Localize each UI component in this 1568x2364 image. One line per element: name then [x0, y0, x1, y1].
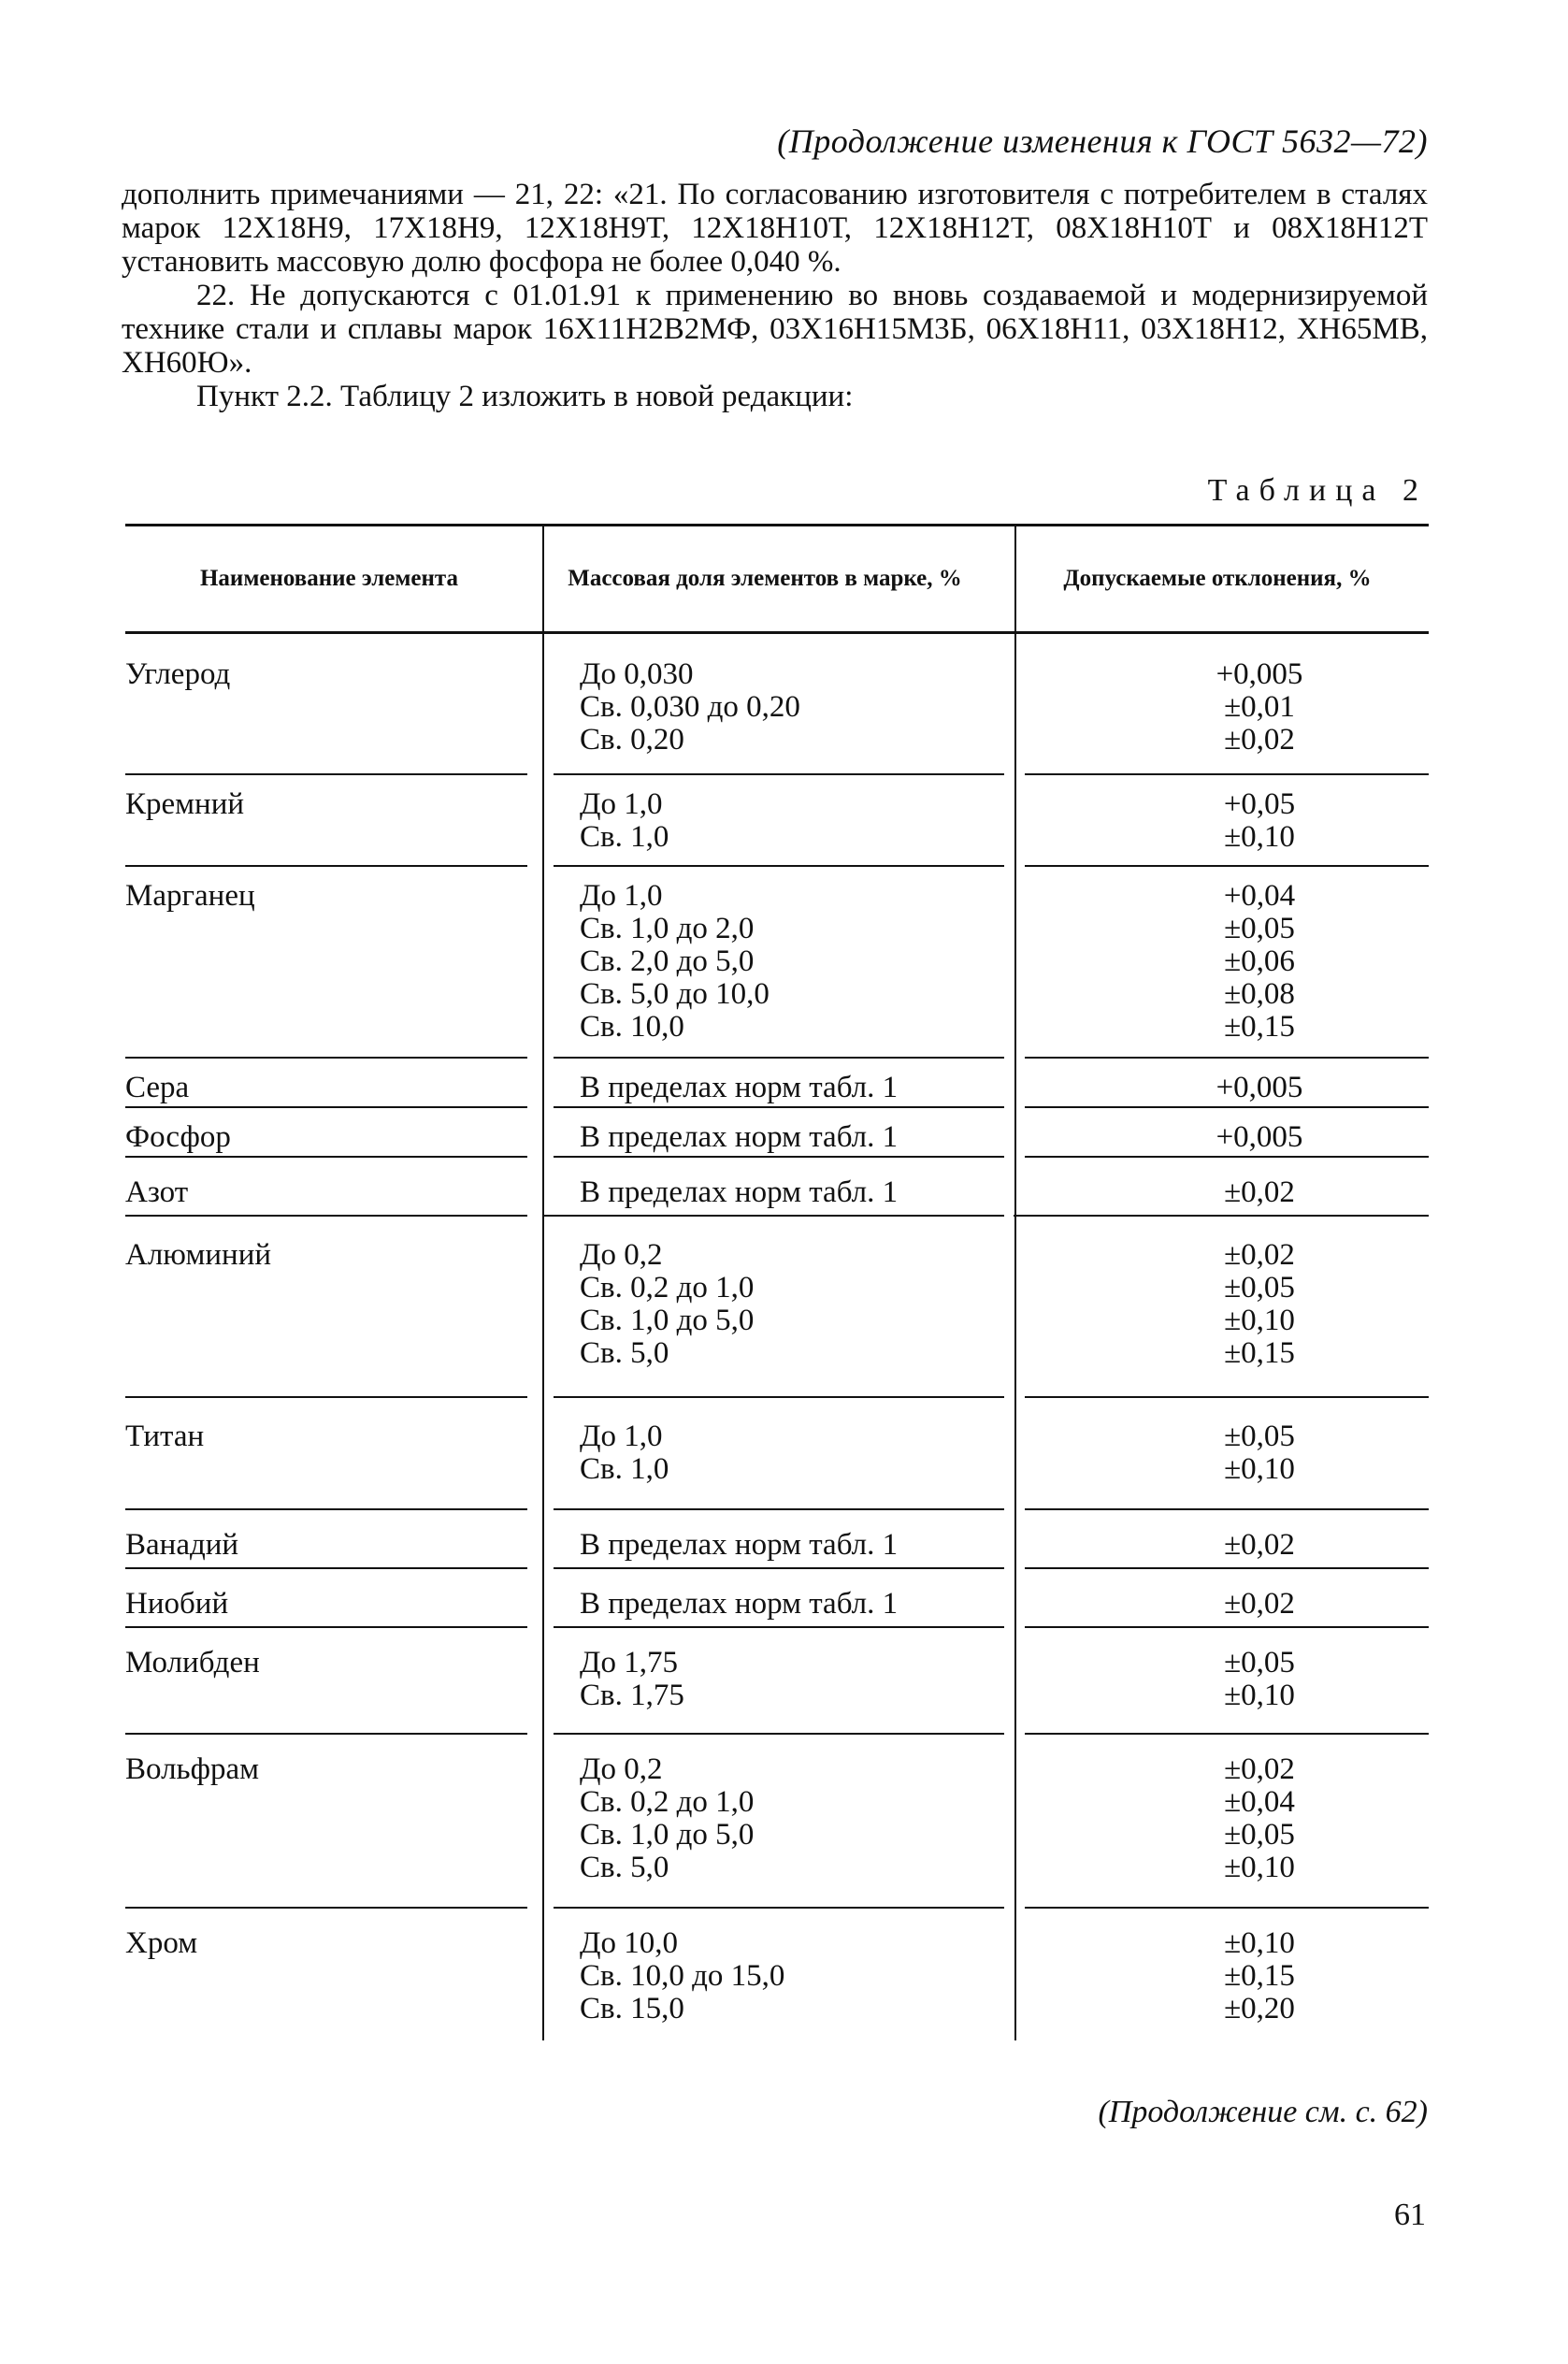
deviation-value: ±0,10 — [1224, 1926, 1295, 1960]
table-row — [125, 1158, 1429, 1217]
table-header — [125, 524, 1429, 634]
table-label: Таблица 2 — [1207, 473, 1428, 508]
mass-fraction-value: Св. 0,2 до 1,0 — [580, 1785, 755, 1819]
deviation-value: ±0,20 — [1224, 1992, 1295, 2025]
deviation-value: ±0,05 — [1224, 1646, 1295, 1679]
mass-fraction-value: В пределах норм табл. 1 — [580, 1120, 899, 1154]
deviation-value: ±0,05 — [1224, 1420, 1295, 1453]
mass-fraction-value: Св. 0,20 — [580, 723, 684, 757]
element-name: Хром — [125, 1926, 198, 1960]
mass-fraction-value: Св. 15,0 — [580, 1992, 684, 2025]
deviation-value: ±0,10 — [1224, 1304, 1295, 1337]
element-name-cell — [125, 1239, 533, 1370]
element-name: Ванадий — [125, 1528, 239, 1562]
mass-fraction-cell — [533, 1753, 1006, 1884]
mass-fraction-value: Св. 1,0 — [580, 820, 669, 854]
mass-fraction-value: До 1,0 — [580, 1420, 663, 1453]
table-row — [125, 867, 1429, 1059]
paragraph-notes: дополнить примечаниями — 21, 22: «21. По согласованию изготовителя с потребителем в сталях марок 12Х18Н9, 17Х18Н9, 12Х18Н9Т, 12Х18Н10Т, 12Х18Н12Т, 08Х18Н10Т и 08Х18Н12Т установить массовую долю фосфора не более 0,040 %. — [122, 178, 1428, 279]
mass-fraction-value: До 1,0 — [580, 787, 663, 821]
header-deviation: Допускаемые отклонения, % — [1063, 566, 1372, 591]
mass-fraction-cell — [533, 1072, 1006, 1104]
element-name-cell — [125, 1753, 533, 1884]
element-name-cell — [125, 1647, 533, 1712]
table-row — [125, 1628, 1429, 1735]
deviation-cell — [1006, 1753, 1429, 1884]
element-name-cell — [125, 658, 533, 757]
element-name: Титан — [125, 1420, 205, 1453]
element-name: Азот — [125, 1175, 189, 1209]
element-name-cell — [125, 880, 533, 1044]
deviation-value: ±0,06 — [1224, 944, 1295, 978]
mass-fraction-value: В пределах норм табл. 1 — [580, 1071, 899, 1104]
header-mass-fraction: Массовая доля элементов в марке, % — [568, 566, 962, 591]
mass-fraction-value: Св. 1,0 до 5,0 — [580, 1818, 755, 1852]
deviation-value: ±0,02 — [1224, 1752, 1295, 1786]
mass-fraction-cell — [533, 1420, 1006, 1486]
intro-text — [122, 178, 1428, 413]
continuation-note: (Продолжение см. с. 62) — [1098, 2095, 1428, 2129]
element-name: Алюминий — [125, 1238, 272, 1272]
element-name-cell — [125, 788, 533, 854]
mass-fraction-value: Св. 5,0 — [580, 1336, 669, 1370]
element-name-cell — [125, 1176, 533, 1209]
element-name: Кремний — [125, 787, 245, 821]
mass-fraction-value: До 0,2 — [580, 1752, 663, 1786]
mass-fraction-cell — [533, 1927, 1006, 2025]
deviation-value: ±0,02 — [1224, 723, 1295, 757]
mass-fraction-cell — [533, 1239, 1006, 1370]
element-name-cell — [125, 1529, 533, 1562]
element-name-cell — [125, 1420, 533, 1486]
composition-table — [125, 524, 1429, 2040]
element-name-cell — [125, 1588, 533, 1621]
paragraph-clause: Пункт 2.2. Таблицу 2 изложить в новой редакции: — [196, 380, 854, 413]
element-name-cell — [125, 1072, 533, 1104]
mass-fraction-value: В пределах норм табл. 1 — [580, 1175, 899, 1209]
mass-fraction-value: Св. 1,75 — [580, 1679, 684, 1712]
mass-fraction-value: До 1,75 — [580, 1646, 679, 1679]
deviation-value: +0,005 — [1216, 1071, 1303, 1104]
deviation-value: +0,005 — [1216, 657, 1303, 691]
deviation-cell — [1006, 788, 1429, 854]
table-row — [125, 1108, 1429, 1158]
deviation-value: +0,04 — [1223, 879, 1296, 913]
mass-fraction-cell — [533, 1121, 1006, 1154]
deviation-value: ±0,15 — [1224, 1010, 1295, 1044]
mass-fraction-cell — [533, 788, 1006, 854]
table-row — [125, 1735, 1429, 1909]
table-row — [125, 1398, 1429, 1510]
deviation-value: ±0,04 — [1224, 1785, 1295, 1819]
mass-fraction-value: Св. 5,0 — [580, 1851, 669, 1884]
deviation-cell — [1006, 1927, 1429, 2025]
table-row — [125, 634, 1429, 775]
mass-fraction-value: Св. 10,0 — [580, 1010, 684, 1044]
deviation-value: ±0,05 — [1224, 912, 1295, 945]
element-name-cell — [125, 1927, 533, 2025]
deviation-cell — [1006, 1121, 1429, 1154]
mass-fraction-value: Св. 1,0 — [580, 1452, 669, 1486]
deviation-value: ±0,02 — [1224, 1175, 1295, 1209]
mass-fraction-value: В пределах норм табл. 1 — [580, 1528, 899, 1562]
deviation-value: ±0,10 — [1224, 1452, 1295, 1486]
mass-fraction-value: Св. 0,030 до 0,20 — [580, 690, 800, 724]
mass-fraction-cell — [533, 1647, 1006, 1712]
mass-fraction-cell — [533, 880, 1006, 1044]
deviation-cell — [1006, 658, 1429, 757]
table-row — [125, 775, 1429, 867]
mass-fraction-value: Св. 0,2 до 1,0 — [580, 1271, 755, 1305]
element-name: Молибден — [125, 1646, 260, 1679]
deviation-value: ±0,15 — [1224, 1336, 1295, 1370]
table-row — [125, 1569, 1429, 1628]
deviation-value: ±0,15 — [1224, 1959, 1295, 1993]
mass-fraction-cell — [533, 658, 1006, 757]
paragraph-prohibition: 22. Не допускаются с 01.01.91 к применению во вновь создаваемой и модернизируемой технике стали и сплавы марок 16Х11Н2В2МФ, 03Х16Н15М3Б, 06Х18Н11, 03Х18Н12, ХН65МВ, ХН60Ю». — [122, 279, 1428, 380]
table-row — [125, 1510, 1429, 1569]
table-row — [125, 1217, 1429, 1398]
deviation-cell — [1006, 1647, 1429, 1712]
deviation-value: ±0,05 — [1224, 1818, 1295, 1852]
element-name-cell — [125, 1121, 533, 1154]
element-name: Углерод — [125, 657, 231, 691]
header-element-name: Наименование элемента — [199, 566, 458, 591]
mass-fraction-value: Св. 1,0 до 5,0 — [580, 1304, 755, 1337]
deviation-value: ±0,10 — [1224, 820, 1295, 854]
mass-fraction-value: Св. 5,0 до 10,0 — [580, 977, 770, 1011]
deviation-value: ±0,02 — [1224, 1528, 1295, 1562]
deviation-cell — [1006, 1588, 1429, 1621]
element-name: Ниобий — [125, 1587, 229, 1621]
deviation-value: ±0,05 — [1224, 1271, 1295, 1305]
deviation-cell — [1006, 1239, 1429, 1370]
deviation-value: +0,005 — [1216, 1120, 1303, 1154]
deviation-value: ±0,10 — [1224, 1679, 1295, 1712]
deviation-cell — [1006, 1176, 1429, 1209]
deviation-cell — [1006, 1072, 1429, 1104]
mass-fraction-cell — [533, 1588, 1006, 1621]
mass-fraction-value: Св. 2,0 до 5,0 — [580, 944, 755, 978]
element-name: Вольфрам — [125, 1752, 260, 1786]
mass-fraction-cell — [533, 1529, 1006, 1562]
deviation-cell — [1006, 880, 1429, 1044]
mass-fraction-value: До 0,030 — [580, 657, 694, 691]
deviation-value: ±0,08 — [1224, 977, 1295, 1011]
element-name: Марганец — [125, 879, 255, 913]
mass-fraction-value: Св. 1,0 до 2,0 — [580, 912, 755, 945]
mass-fraction-value: В пределах норм табл. 1 — [580, 1587, 899, 1621]
deviation-cell — [1006, 1529, 1429, 1562]
table-row — [125, 1059, 1429, 1108]
mass-fraction-cell — [533, 1176, 1006, 1209]
element-name: Фосфор — [125, 1120, 231, 1154]
page-number: 61 — [1394, 2198, 1426, 2232]
mass-fraction-value: До 0,2 — [580, 1238, 663, 1272]
table-row — [125, 1909, 1429, 2040]
mass-fraction-value: До 10,0 — [580, 1926, 679, 1960]
mass-fraction-value: Св. 10,0 до 15,0 — [580, 1959, 785, 1993]
deviation-value: ±0,01 — [1224, 690, 1295, 724]
deviation-cell — [1006, 1420, 1429, 1486]
deviation-value: ±0,02 — [1224, 1238, 1295, 1272]
deviation-value: ±0,10 — [1224, 1851, 1295, 1884]
mass-fraction-value: До 1,0 — [580, 879, 663, 913]
table-body — [125, 634, 1429, 2040]
deviation-value: +0,05 — [1223, 787, 1296, 821]
deviation-value: ±0,02 — [1224, 1587, 1295, 1621]
page-header: (Продолжение изменения к ГОСТ 5632—72) — [777, 123, 1428, 160]
element-name: Сера — [125, 1071, 190, 1104]
